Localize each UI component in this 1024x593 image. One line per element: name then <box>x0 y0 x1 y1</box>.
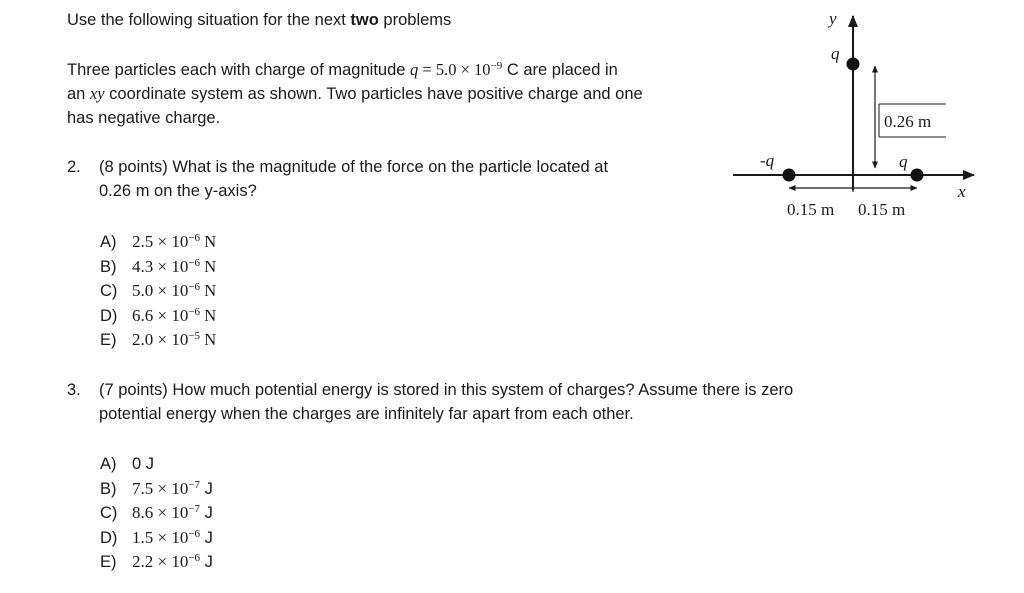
intro-text-end: problems <box>378 11 452 29</box>
right-charge-dot <box>911 169 924 182</box>
choice-unit: J <box>200 504 213 522</box>
x-axis-label: x <box>958 182 966 201</box>
choice-unit: N <box>200 256 217 276</box>
question-3-line-2: potential energy when the charges are infinitely far apart from each other. <box>99 405 634 423</box>
choice-letter: E) <box>100 553 117 571</box>
choice-exponent: −6 <box>188 527 201 540</box>
choice-exponent: −5 <box>188 330 201 342</box>
setup-line-1-text: Three particles each with charge of magnitude <box>67 61 411 79</box>
setup-line-1-end: C are placed in <box>502 61 618 79</box>
intro-text-start: Use the following situation for the next <box>67 11 351 29</box>
charge-exponent: −9 <box>490 60 503 72</box>
choice-value: 8.6 × 10 <box>132 503 189 522</box>
choice-exponent: −6 <box>188 281 201 293</box>
choice-exponent: −6 <box>188 305 201 318</box>
choice-exponent: −6 <box>188 256 201 269</box>
choice-unit: J <box>200 553 213 571</box>
setup-line-2-start: an <box>67 85 90 103</box>
choice-unit: J <box>200 528 213 547</box>
vertical-distance-label: 0.26 m <box>884 112 932 131</box>
choice-unit: N <box>200 330 217 349</box>
choice-exponent: −6 <box>188 552 201 564</box>
choice-letter: C) <box>100 504 118 522</box>
choice-value: 4.3 × 10 <box>132 256 189 276</box>
choice-value: 7.5 × 10 <box>132 478 189 498</box>
charge-variable: q <box>410 60 419 79</box>
top-charge-dot <box>847 58 860 71</box>
choice-value: 2.2 × 10 <box>132 552 189 571</box>
charge-value: = 5.0 × 10 <box>418 60 491 79</box>
left-charge-label: -q <box>760 151 775 170</box>
choice-value: 2.0 × 10 <box>132 330 189 349</box>
question-2-number: 2. <box>67 158 81 176</box>
choice-letter: B) <box>100 257 117 276</box>
choice-letter: A) <box>100 233 117 251</box>
choice-value: 0 <box>132 455 142 473</box>
right-charge-label: q <box>899 152 908 171</box>
choice-exponent: −7 <box>188 478 201 491</box>
question-2-text: (8 points) What is the magnitude of the force on the particle located at <box>99 158 609 176</box>
question-3-text: (7 points) How much potential energy is stored in this system of charges? Assume there is zero <box>99 381 794 399</box>
choice-unit: N <box>200 305 217 325</box>
choice-letter: E) <box>100 331 117 349</box>
setup-line-3: has negative charge. <box>67 109 221 127</box>
choice-value: 6.6 × 10 <box>132 305 189 325</box>
choice-exponent: −6 <box>188 232 201 244</box>
choice-letter: D) <box>100 306 118 325</box>
top-charge-label: q <box>831 44 840 63</box>
choice-unit: N <box>200 232 217 251</box>
setup-line-2-end: coordinate system as shown. Two particles have positive charge and one <box>104 85 643 103</box>
left-charge-dot <box>783 169 796 182</box>
choice-letter: A) <box>100 455 117 473</box>
question-2-line-2: 0.26 m on the y-axis? <box>99 182 257 200</box>
choice-unit: J <box>145 455 155 473</box>
choice-value: 5.0 × 10 <box>132 281 189 300</box>
left-distance-label: 0.15 m <box>787 200 835 219</box>
y-axis-label: y <box>829 9 837 28</box>
xy-variable: xy <box>89 84 105 103</box>
choice-unit: J <box>200 479 213 498</box>
choice-exponent: −7 <box>188 503 201 515</box>
choice-letter: D) <box>100 528 118 547</box>
question-3-number: 3. <box>67 381 81 399</box>
choice-letter: B) <box>100 479 117 498</box>
choice-value: 1.5 × 10 <box>132 527 189 547</box>
intro-bold-word: two <box>350 11 379 29</box>
choice-letter: C) <box>100 282 118 300</box>
right-distance-label: 0.15 m <box>858 200 906 219</box>
choice-value: 2.5 × 10 <box>132 232 189 251</box>
choice-unit: N <box>200 281 217 300</box>
